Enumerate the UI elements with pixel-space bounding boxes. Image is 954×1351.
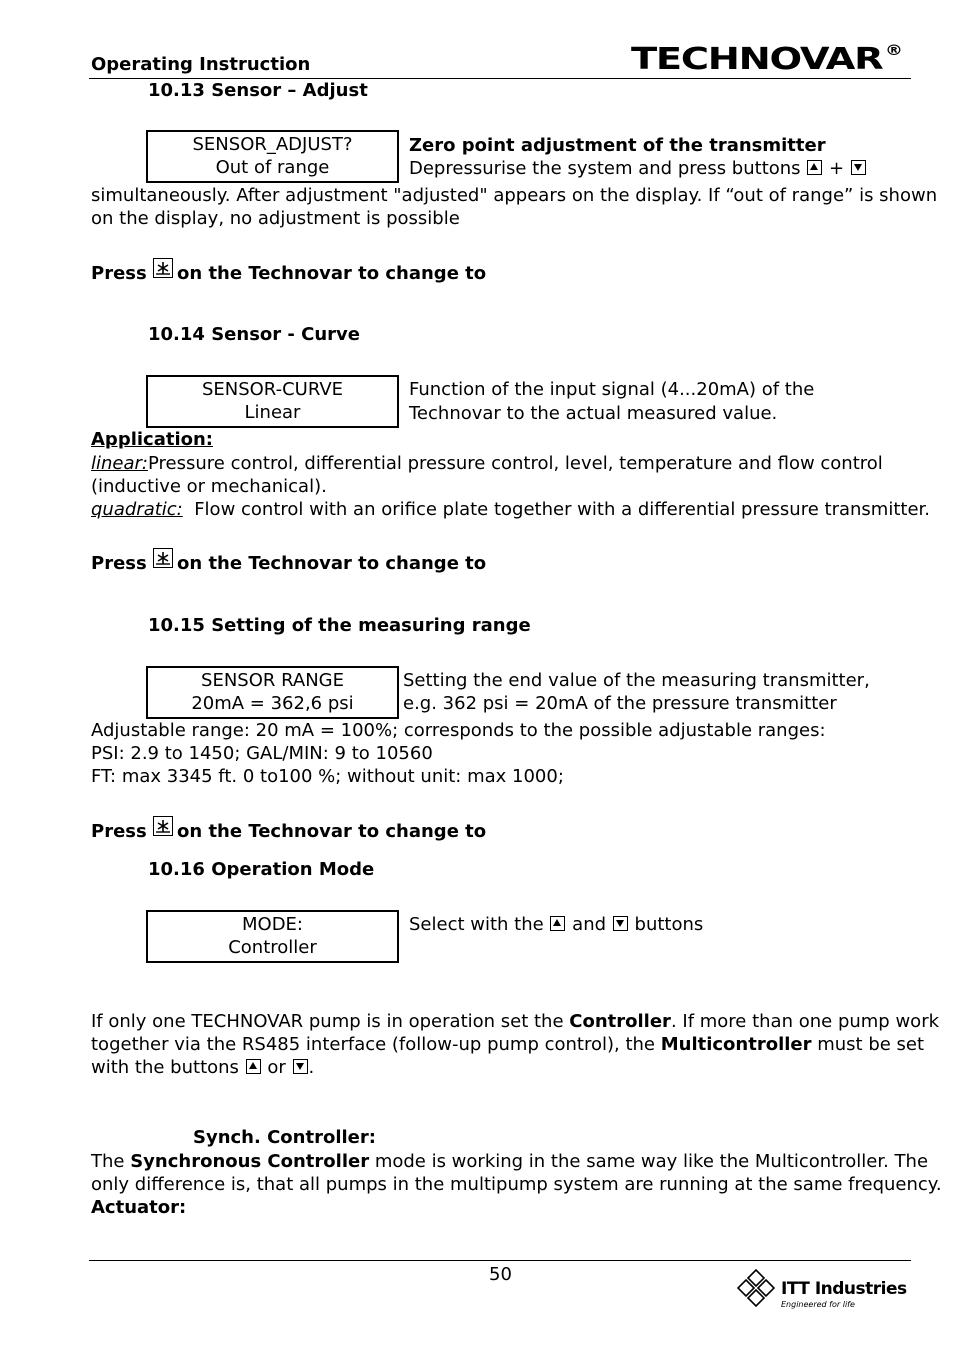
- header-rule: [89, 78, 911, 79]
- press-suffix: on the Technovar to change to: [177, 821, 487, 842]
- text: mode is working in the same way like the Multicontroller. The: [369, 1151, 929, 1172]
- linear-text: Pressure control, differential pressure control, level, temperature and flow control: [147, 453, 883, 474]
- logo-registered: ®: [884, 43, 903, 59]
- company-tagline: Engineered for life: [781, 1300, 855, 1309]
- synch-paragraph-line: only difference is, that all pumps in the multipump system are running at the same frequency.: [91, 1174, 942, 1195]
- down-arrow-key-icon: [851, 160, 866, 175]
- technovar-logo: [631, 42, 903, 77]
- press-star-instruction: [91, 258, 486, 284]
- paragraph-line: simultaneously. After adjustment "adjusted" appears on the display. If “out of range” is shown: [91, 185, 938, 206]
- linear-application: [91, 453, 883, 474]
- range-description-line: Setting the end value of the measuring transmitter,: [403, 670, 870, 691]
- section-10-15-heading: 10.15 Setting of the measuring range: [148, 615, 531, 636]
- press-label: Press: [91, 553, 147, 574]
- section-10-16-heading: 10.16 Operation Mode: [148, 859, 375, 880]
- press-label: Press: [91, 821, 147, 842]
- text: with the buttons: [91, 1057, 239, 1078]
- star-key-icon: [153, 816, 173, 836]
- text: . If more than one pump work: [670, 1011, 940, 1032]
- display-line-2: 20mA = 362,6 psi: [191, 693, 354, 714]
- adjustable-range-line: Adjustable range: 20 mA = 100%; corresponds to the possible adjustable ranges:: [91, 720, 826, 741]
- mode-select-instruction: [409, 914, 703, 935]
- text: If only one TECHNOVAR pump is in operation set the: [91, 1011, 570, 1032]
- section-10-13-heading: 10.13 Sensor – Adjust: [148, 80, 368, 101]
- section-10-14-heading: 10.14 Sensor - Curve: [148, 324, 360, 345]
- page-number: 50: [489, 1264, 512, 1285]
- synch-controller-heading: Synch. Controller:: [193, 1127, 376, 1148]
- display-line-2: Out of range: [215, 157, 330, 178]
- multicontroller-term: Multicontroller: [660, 1034, 812, 1055]
- display-line-1: MODE:: [242, 914, 303, 935]
- logo-text: TECHNOVAR: [631, 42, 883, 77]
- text: together via the RS485 interface (follow-up pump control), the: [91, 1034, 661, 1055]
- press-suffix: on the Technovar to change to: [177, 553, 487, 574]
- display-line-1: SENSOR RANGE: [201, 670, 344, 691]
- text: .: [308, 1057, 315, 1078]
- display-line-1: SENSOR-CURVE: [201, 379, 344, 400]
- controller-term: Controller: [569, 1011, 671, 1032]
- quadratic-application: [91, 499, 930, 520]
- press-star-instruction: [91, 548, 486, 574]
- zero-point-title: Zero point adjustment of the transmitter: [409, 135, 826, 156]
- press-label: Press: [91, 263, 147, 284]
- company-name: ITT Industries: [781, 1279, 907, 1299]
- text: must be set: [811, 1034, 925, 1055]
- up-arrow-key-icon: [807, 160, 822, 175]
- display-sensor-adjust: [146, 130, 399, 183]
- press-star-instruction: [91, 816, 486, 842]
- adjustable-range-line: PSI: 2.9 to 1450; GAL/MIN: 9 to 10560: [91, 743, 433, 764]
- select-and: and: [572, 914, 607, 935]
- down-arrow-key-icon: [613, 916, 628, 931]
- text: The: [91, 1151, 131, 1172]
- select-suffix: buttons: [634, 914, 704, 935]
- text: or: [267, 1057, 286, 1078]
- synchronous-controller-term: Synchronous Controller: [130, 1151, 370, 1172]
- instruction-text: Depressurise the system and press buttons: [409, 158, 801, 179]
- actuator-heading: Actuator:: [91, 1197, 187, 1218]
- application-label: Application:: [91, 429, 214, 450]
- star-key-icon: [153, 258, 173, 278]
- display-sensor-curve: [146, 375, 399, 428]
- itt-logo-icon: [736, 1268, 776, 1310]
- range-description-line: e.g. 362 psi = 20mA of the pressure transmitter: [403, 693, 837, 714]
- mode-paragraph-line: [91, 1034, 924, 1055]
- plus-sign: +: [829, 158, 845, 179]
- quadratic-label: quadratic:: [91, 499, 183, 520]
- display-line-2: Linear: [244, 402, 301, 423]
- curve-description-line: Function of the input signal (4...20mA) of the: [409, 379, 815, 400]
- adjustable-range-line: FT: max 3345 ft. 0 to100 %; without unit: max 1000;: [91, 766, 564, 787]
- curve-description-line: Technovar to the actual measured value.: [409, 403, 778, 424]
- quadratic-text: Flow control with an orifice plate together with a differential pressure transmitter.: [194, 499, 930, 520]
- star-key-icon: [153, 548, 173, 568]
- press-suffix: on the Technovar to change to: [177, 263, 487, 284]
- down-arrow-key-icon: [293, 1059, 308, 1074]
- linear-label: linear:: [91, 453, 148, 474]
- display-mode: [146, 910, 399, 963]
- zero-point-instruction: [409, 158, 867, 179]
- doc-title: Operating Instruction: [91, 54, 311, 75]
- select-prefix: Select with the: [409, 914, 544, 935]
- paragraph-line: on the display, no adjustment is possible: [91, 208, 460, 229]
- up-arrow-key-icon: [550, 916, 565, 931]
- display-sensor-range: [146, 666, 399, 719]
- display-line-1: SENSOR_ADJUST?: [192, 134, 353, 155]
- up-arrow-key-icon: [246, 1059, 261, 1074]
- display-line-2: Controller: [228, 937, 317, 958]
- linear-application-cont: (inductive or mechanical).: [91, 476, 327, 497]
- mode-paragraph-line: [91, 1057, 314, 1078]
- synch-paragraph-line: [91, 1151, 928, 1172]
- footer-rule: [89, 1260, 911, 1261]
- mode-paragraph-line: [91, 1011, 939, 1032]
